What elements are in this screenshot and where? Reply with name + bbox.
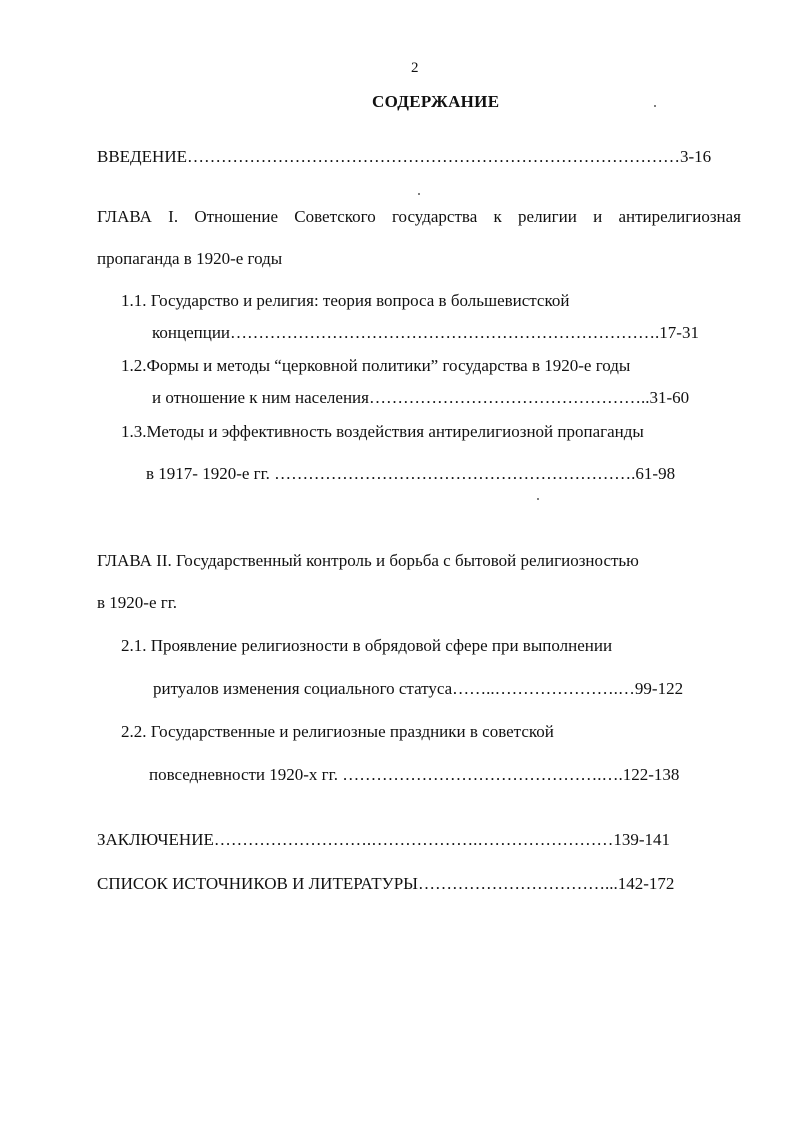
- toc-section-1-3: 1.3.Методы и эффективность воздействия антирелигиозной пропаганды: [121, 422, 644, 441]
- toc-chapter-2-title-cont: в 1920-е гг.: [97, 593, 178, 612]
- scan-speck: [654, 105, 656, 107]
- scan-speck: [418, 193, 420, 195]
- toc-introduction: ВВЕДЕНИЕ……………………………………………………………………………3-16: [97, 147, 712, 166]
- toc-chapter-1-title-cont: пропаганда в 1920-е годы: [97, 249, 283, 268]
- toc-chapter-1-title: ГЛАВА I. Отношение Советского государства к религии и антирелигиозная: [97, 207, 741, 226]
- page-title: СОДЕРЖАНИЕ: [372, 92, 500, 111]
- page-number: 2: [411, 60, 419, 76]
- toc-section-2-2-cont: повседневности 1920-х гг. ……………………………………….….122-138: [149, 765, 680, 784]
- toc-section-2-1: 2.1. Проявление религиозности в обрядовой сфере при выполнении: [121, 636, 613, 655]
- toc-section-2-1-cont: ритуалов изменения социального статуса……..………………….…99-122: [153, 679, 684, 698]
- toc-section-1-2-cont: и отношение к ним населения…………………………………………..31-60: [152, 388, 690, 407]
- toc-sources-literature: СПИСОК ИСТОЧНИКОВ И ЛИТЕРАТУРЫ……………………………...142-172: [97, 874, 675, 893]
- toc-section-2-2: 2.2. Государственные и религиозные праздники в советской: [121, 722, 554, 741]
- toc-section-1-2: 1.2.Формы и методы “церковной политики” государства в 1920-е годы: [121, 356, 631, 375]
- toc-chapter-2-title: ГЛАВА II. Государственный контроль и борьба с бытовой религиозностью: [97, 551, 639, 570]
- toc-section-1-1-cont: концепции………………………………………………………………….17-31: [152, 323, 699, 342]
- scan-speck: [537, 498, 539, 500]
- toc-conclusion: ЗАКЛЮЧЕНИЕ……………………….……………….……………………139-141: [97, 830, 671, 849]
- toc-section-1-3-cont: в 1917- 1920-е гг. ……………………………………………………….61-98: [146, 464, 676, 483]
- toc-section-1-1: 1.1. Государство и религия: теория вопроса в большевистской: [121, 291, 570, 310]
